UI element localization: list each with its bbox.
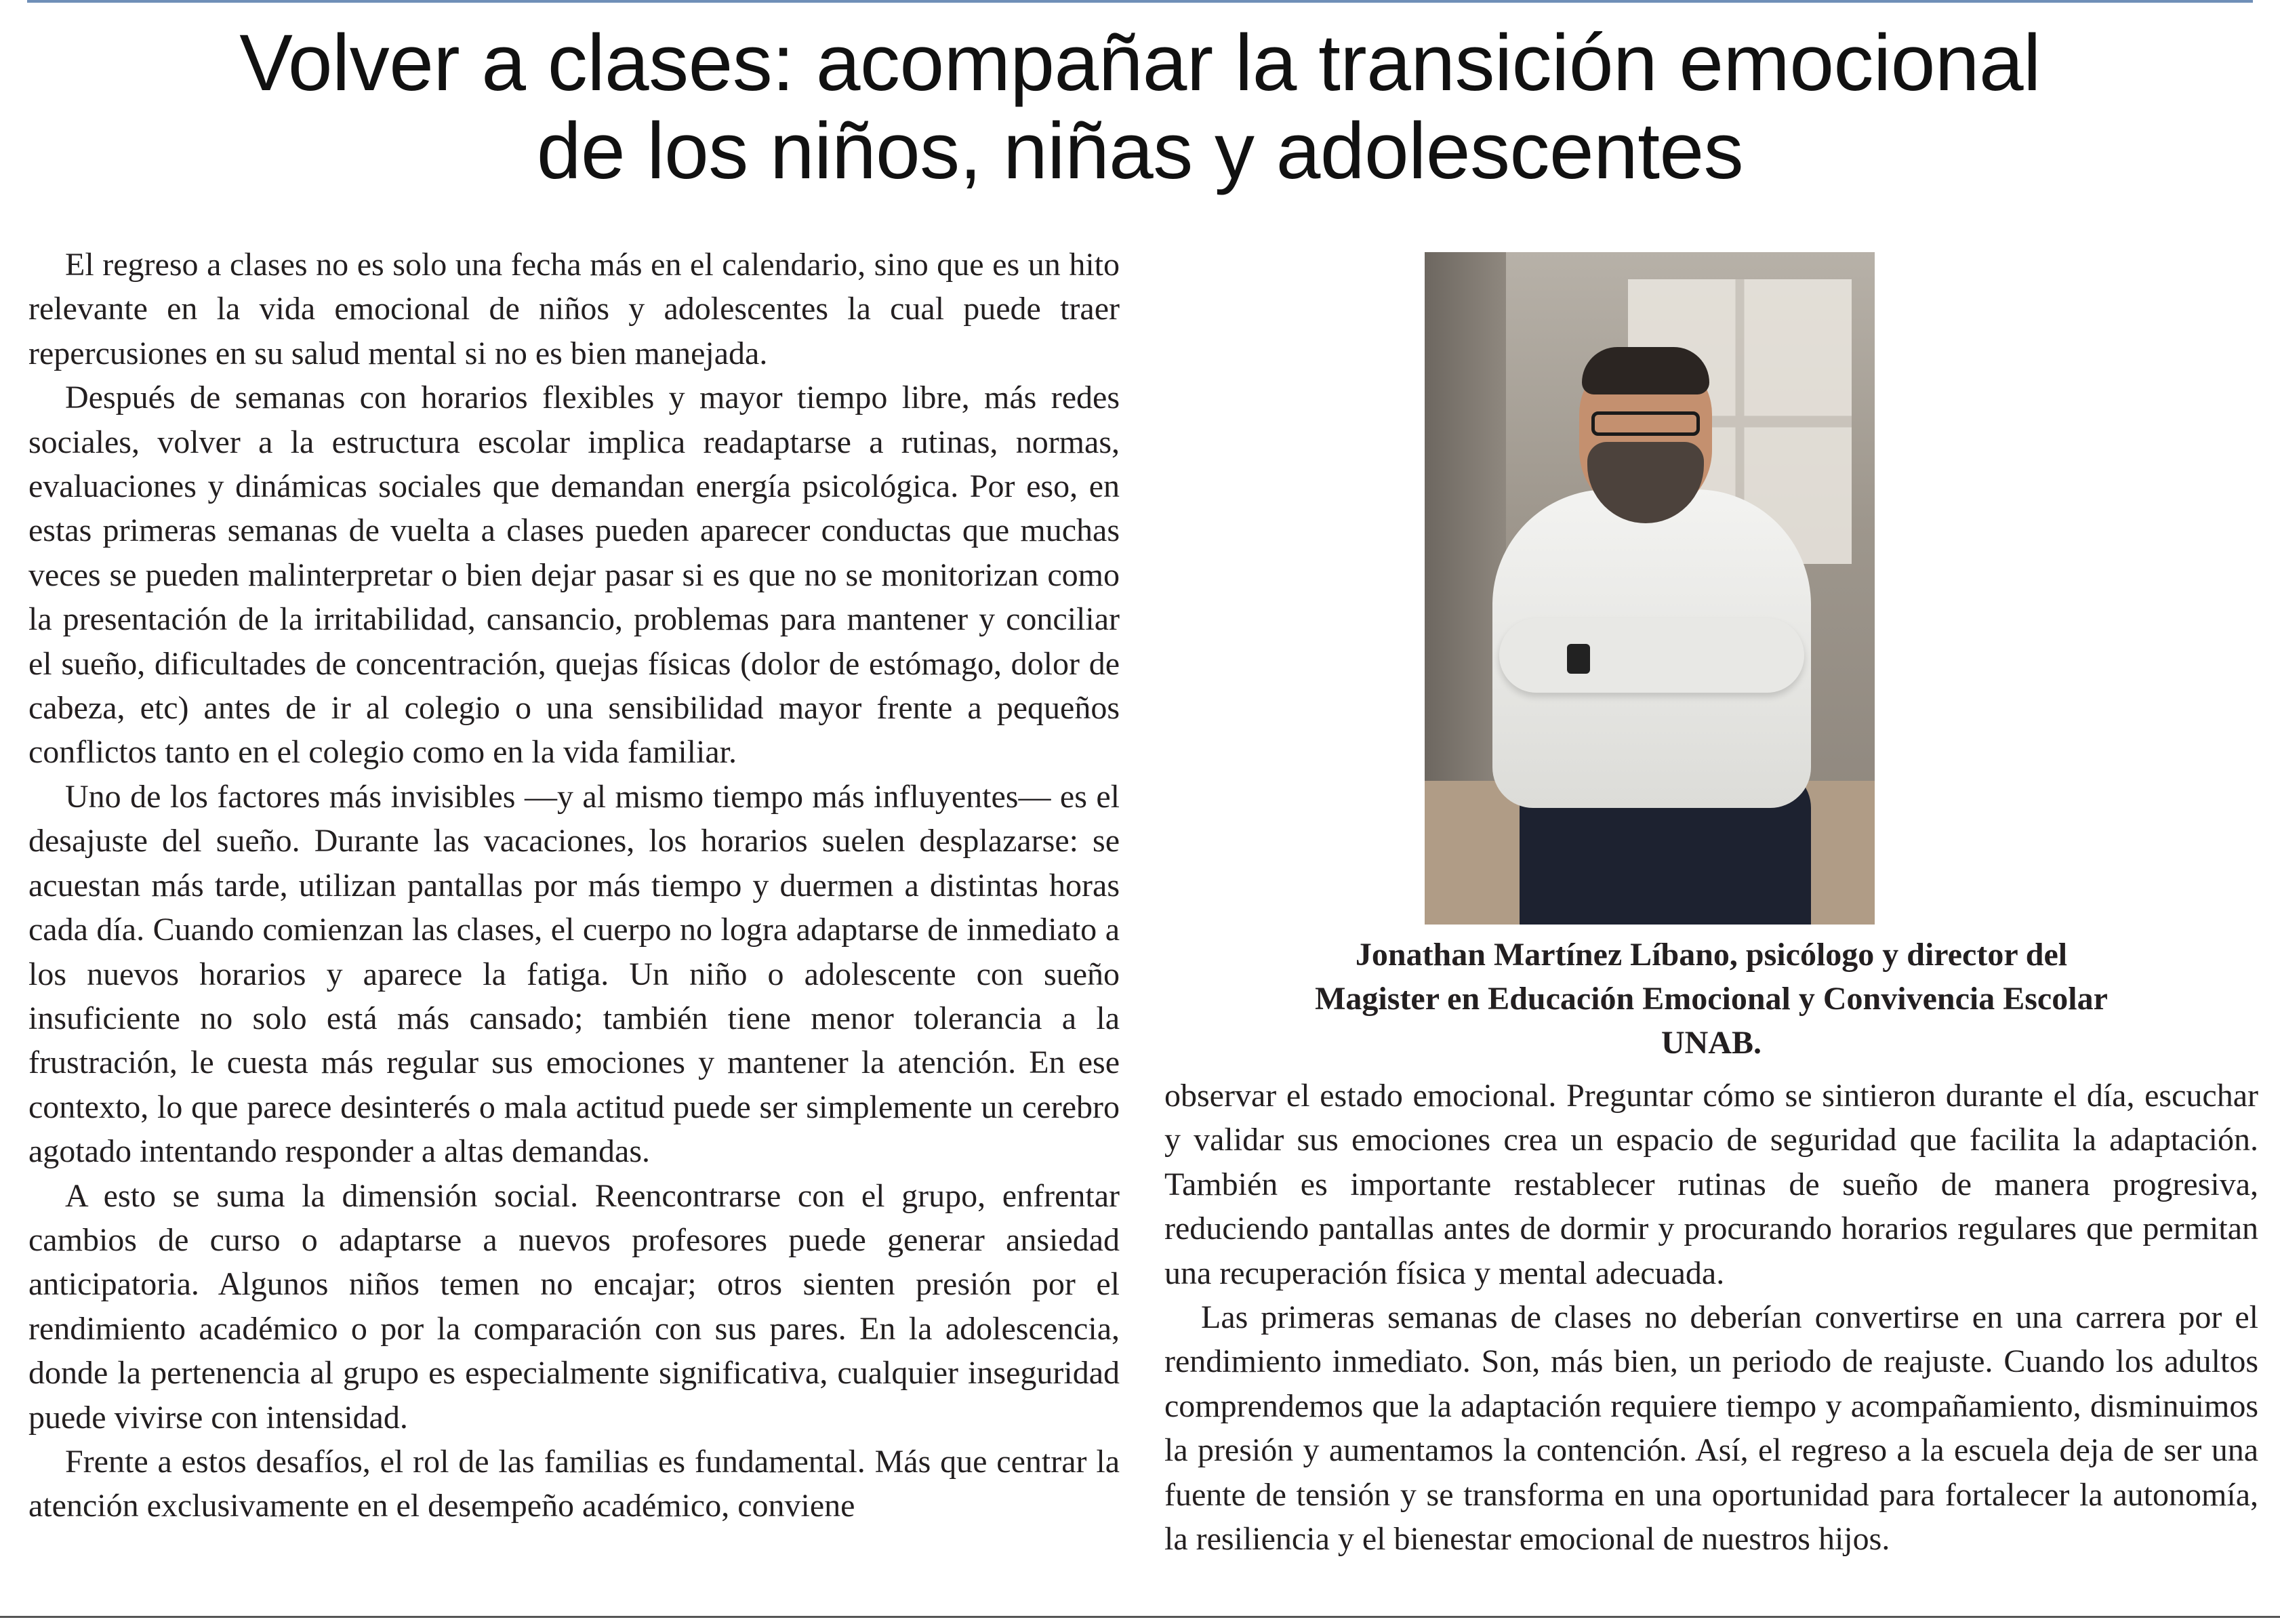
portrait-photo [1425,252,1875,925]
caption-line-1: Jonathan Martínez Líbano, psicólogo y director del [1355,937,2068,973]
photo-person-glasses [1591,411,1700,436]
article-headline [0,19,2280,195]
paragraph-7: Las primeras semanas de clases no deberían convertirse en una carrera por el rendimiento inmediato. Son, más bien, un periodo de reajuste. Cuando los adultos comprendemos que la adaptación requiere tiempo y acompañamiento, disminuimos la presión y aumentamos la contención. Así, el regreso a la escuela deja de ser una fuente de tensión y se transforma en una oportunidad para fortalecer la autonomía, la resiliencia y el bienestar emocional de nuestros hijos. [1164,1299,2258,1558]
headline-line-1: Volver a clases: acompañar la transición emocional [239,18,2041,108]
caption-line-2: Magister en Educación Emocional y Convivencia Escolar [1315,981,2108,1017]
right-column [1164,1074,2258,1561]
photo-person-watch [1567,644,1590,674]
paragraph-5: Frente a estos desafíos, el rol de las familias es fundamental. Más que centrar la atención exclusivamente en el desempeño académico, conviene [28,1443,1120,1524]
photo-caption [1164,933,2258,1065]
photo-person-hair [1582,347,1709,394]
paragraph-3: Uno de los factores más invisibles —y al mismo tiempo más influyentes— es el desajuste del sueño. Durante las vacaciones, los horarios suelen desplazarse: se acuestan más tarde, utilizan pantallas por más tiempo y duermen a distintas horas cada día. Cuando comienzan las clases, el cuerpo no logra adaptarse de inmediato a los nuevos horarios y aparece la fatiga. Un niño o adolescente con sueño insuficiente no solo está más cansado; también tiene menor tolerancia a la frustración, le cuesta más regular sus emociones y mantener la atención. En ese contexto, lo que parece desinterés o mala actitud puede ser simplemente un cerebro agotado intentando responder a altas demandas. [28,778,1120,1170]
bottom-rule [0,1616,2280,1618]
paragraph-4: A esto se suma la dimensión social. Reencontrarse con el grupo, enfrentar cambios de curso o adaptarse a nuevos profesores puede generar ansiedad anticipatoria. Algunos niños temen no encajar; otros sienten presión por el rendimiento académico o por la comparación con sus pares. En la adolescencia, donde la pertenencia al grupo es especialmente significativa, cualquier inseguridad puede vivirse con intensidad. [28,1177,1120,1436]
photo-person-crossed-arms [1499,618,1804,693]
headline-line-2: de los niños, niñas y adolescentes [536,106,1744,196]
left-column [28,243,1120,1528]
top-rule [27,0,2253,3]
paragraph-6: observar el estado emocional. Preguntar cómo se sintieron durante el día, escuchar y validar sus emociones crea un espacio de seguridad que facilita la adaptación. También es importante restablecer rutinas de sueño de manera progresiva, reduciendo pantallas antes de dormir y procurando horarios regulares que permitan una recuperación física y mental adecuada. [1164,1078,2258,1291]
paragraph-2: Después de semanas con horarios flexibles y mayor tiempo libre, más redes sociales, volver a la estructura escolar implica readaptarse a rutinas, normas, evaluaciones y dinámicas sociales que demandan energía psicológica. Por eso, en estas primeras semanas de vuelta a clases pueden aparecer conductas que muchas veces se pueden malinterpretar o bien dejar pasar si es que no se monitorizan como la presentación de la irritabilidad, cansancio, problemas para mantener y conciliar el sueño, dificultades de concentración, quejas físicas (dolor de estómago, dolor de cabeza, etc) antes de ir al colegio o una sensibilidad mayor frente a pequeños conflictos tanto en el colegio como en la vida familiar. [28,380,1120,771]
caption-line-3: UNAB. [1661,1025,1762,1061]
paragraph-1: El regreso a clases no es solo una fecha más en el calendario, sino que es un hito relevante en la vida emocional de niños y adolescentes la cual puede traer repercusiones en su salud mental si no es bien manejada. [28,247,1120,371]
